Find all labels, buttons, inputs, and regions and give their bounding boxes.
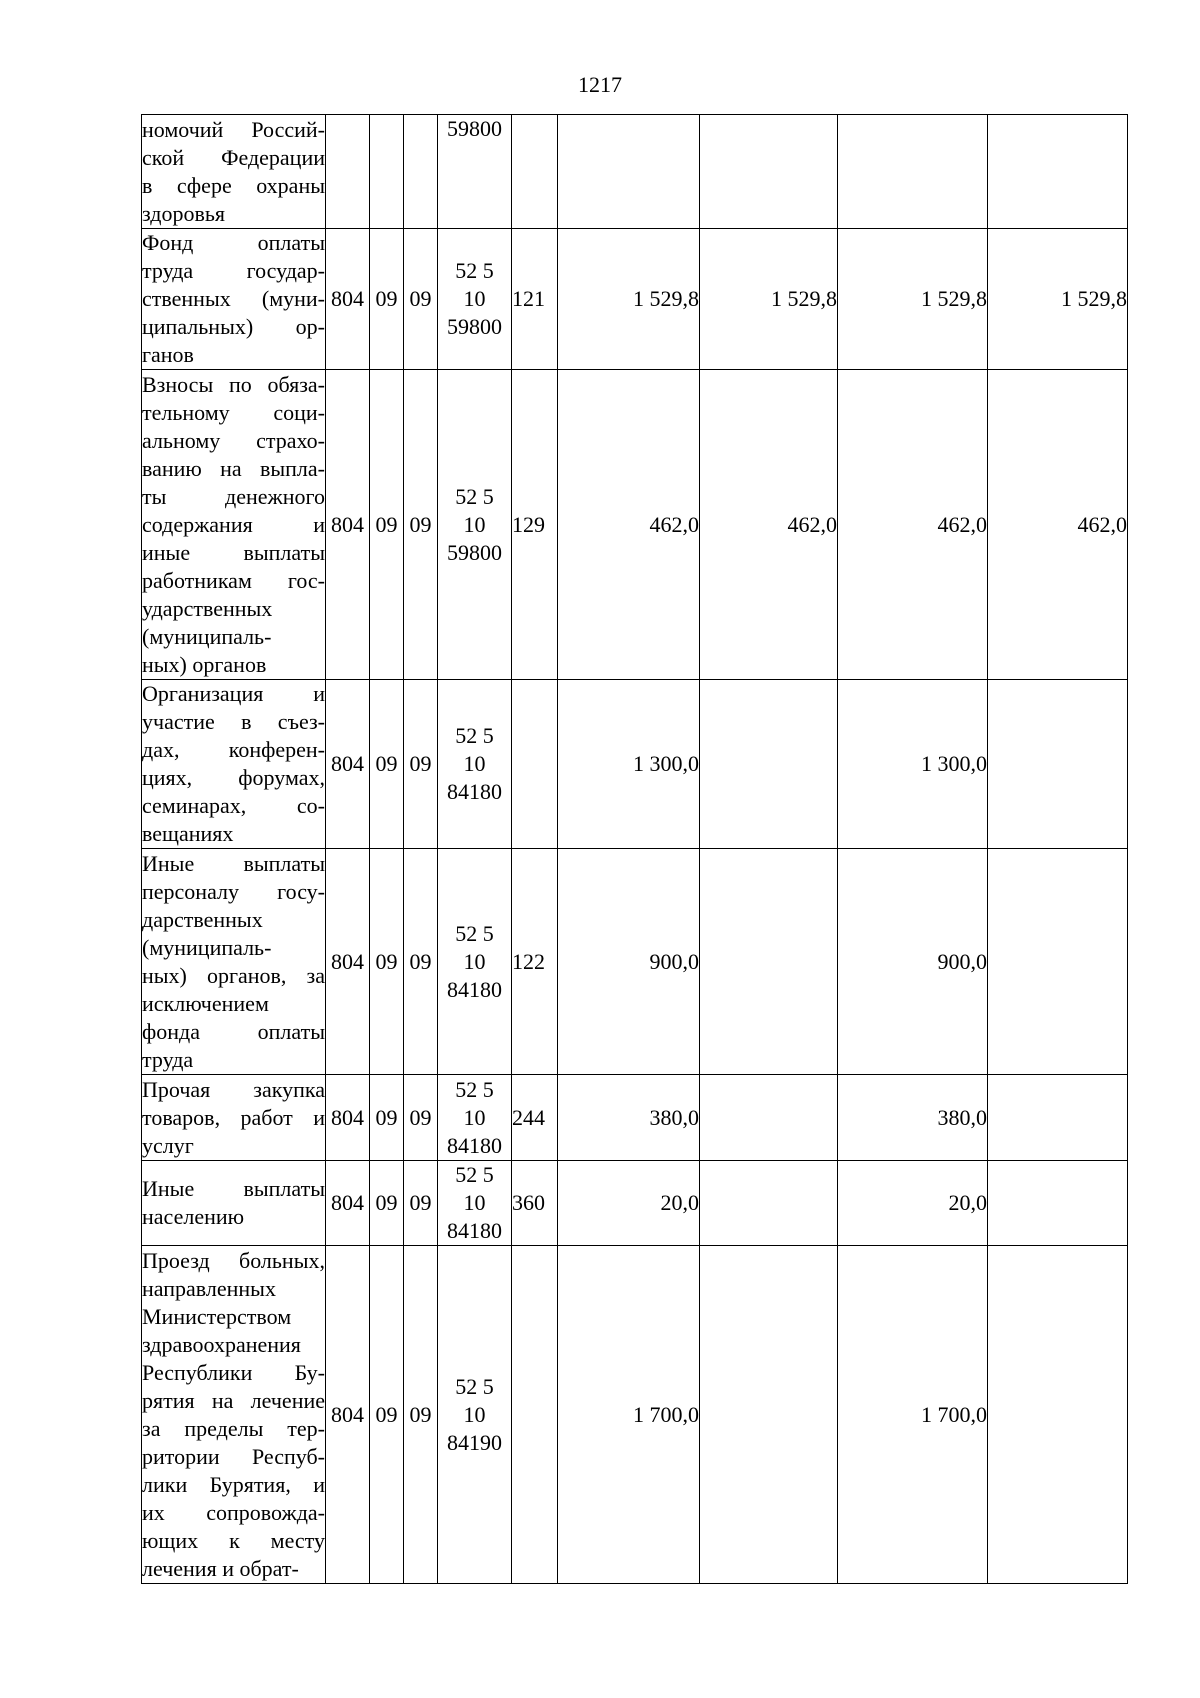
- amount-cell-2: 1 529,8: [700, 229, 838, 370]
- target-article-part: 59800: [447, 116, 502, 141]
- description-line: рятия на лечение: [142, 1387, 325, 1413]
- description-line: ганов: [142, 342, 194, 367]
- row-description: [142, 680, 326, 849]
- expense-type-cell: 122: [512, 849, 558, 1075]
- subsection-code-cell: 09: [404, 370, 438, 680]
- description-line: труда государ-: [142, 258, 325, 283]
- target-article-part: 10: [463, 286, 486, 311]
- description-line: направленных: [142, 1275, 276, 1301]
- amount-cell-2: [700, 1161, 838, 1246]
- description-line: дах, конферен-: [142, 737, 325, 762]
- table-row: [142, 1075, 1128, 1161]
- description-line: здоровья: [142, 200, 226, 226]
- description-line: иные выплаты: [142, 539, 325, 565]
- target-article-part: 52 5: [455, 723, 494, 748]
- target-article-cell: [438, 1075, 512, 1161]
- target-article-part: 10: [463, 511, 486, 537]
- ved-code-cell: 804: [326, 229, 370, 370]
- target-article-part: 10: [463, 751, 486, 776]
- ved-code-cell: 804: [326, 1246, 370, 1584]
- subsection-code-cell: 09: [404, 1161, 438, 1246]
- amount-cell-4: [988, 115, 1128, 229]
- description-line: ской Федерации: [142, 144, 325, 170]
- description-line: исключением: [142, 990, 269, 1016]
- amount-cell-4: [988, 849, 1128, 1075]
- description-line: услуг: [142, 1132, 194, 1158]
- description-line: ющих к месту: [142, 1527, 325, 1553]
- target-article-cell: [438, 370, 512, 680]
- description-line: содержания и: [142, 511, 325, 537]
- ved-code-cell: 804: [326, 1161, 370, 1246]
- target-article-part: 52 5: [455, 1162, 494, 1187]
- description-line: номочий Россий-: [142, 116, 325, 142]
- target-article-part: 84190: [447, 1429, 502, 1455]
- description-line: Республики Бу-: [142, 1359, 325, 1385]
- description-line: фонда оплаты: [142, 1018, 325, 1044]
- target-article-cell: [438, 849, 512, 1075]
- section-code-cell: 09: [370, 680, 404, 849]
- table-row: [142, 1161, 1128, 1246]
- amount-cell-4: [988, 1246, 1128, 1584]
- amount-cell-3: 900,0: [838, 849, 988, 1075]
- target-article-part: 10: [463, 1190, 486, 1215]
- ved-code-cell: 804: [326, 1075, 370, 1161]
- subsection-code-cell: 09: [404, 229, 438, 370]
- description-line: (муниципаль-: [142, 623, 272, 649]
- description-line: альному страхо-: [142, 427, 325, 453]
- description-line: Фонд оплаты: [142, 230, 325, 255]
- target-article-part: 84180: [447, 976, 502, 1002]
- amount-cell-4: 462,0: [988, 370, 1128, 680]
- expense-type-cell: 360: [512, 1161, 558, 1246]
- description-line: дарственных: [142, 906, 263, 932]
- amount-cell-3: 1 300,0: [838, 680, 988, 849]
- amount-cell-1: 462,0: [558, 370, 700, 680]
- target-article-part: 52 5: [455, 1373, 494, 1399]
- amount-cell-2: 462,0: [700, 370, 838, 680]
- row-description: [142, 229, 326, 370]
- expense-type-cell: 244: [512, 1075, 558, 1161]
- description-line: их сопровожда-: [142, 1499, 325, 1525]
- description-line: участие в съез-: [142, 709, 325, 734]
- amount-cell-3: 462,0: [838, 370, 988, 680]
- row-description: [142, 115, 326, 229]
- description-line: ципальных) ор-: [142, 314, 325, 339]
- table-row: [142, 115, 1128, 229]
- target-article-part: 52 5: [455, 258, 494, 283]
- amount-cell-1: 1 700,0: [558, 1246, 700, 1584]
- target-article-cell: [438, 115, 512, 229]
- description-line: ты денежного: [142, 483, 325, 509]
- expense-type-cell: [512, 115, 558, 229]
- description-line: ственных (муни-: [142, 286, 325, 311]
- row-description: [142, 370, 326, 680]
- subsection-code-cell: 09: [404, 849, 438, 1075]
- description-line: ударственных: [142, 595, 273, 621]
- section-code-cell: 09: [370, 229, 404, 370]
- amount-cell-2: [700, 680, 838, 849]
- expense-type-cell: [512, 680, 558, 849]
- description-line: Взносы по обяза-: [142, 371, 325, 397]
- section-code-cell: 09: [370, 1075, 404, 1161]
- target-article-part: 84180: [447, 1132, 502, 1158]
- target-article-part: 10: [463, 1104, 486, 1130]
- amount-cell-4: [988, 1075, 1128, 1161]
- description-line: ритории Респуб-: [142, 1443, 325, 1469]
- row-description: [142, 849, 326, 1075]
- target-article-part: 84180: [447, 1218, 502, 1243]
- description-line: Иные выплаты: [142, 850, 325, 876]
- target-article-cell: [438, 229, 512, 370]
- description-line: населению: [142, 1204, 245, 1229]
- section-code-cell: 09: [370, 849, 404, 1075]
- target-article-cell: [438, 680, 512, 849]
- description-line: (муниципаль-: [142, 934, 272, 960]
- description-line: вещаниях: [142, 821, 234, 846]
- description-line: за пределы тер-: [142, 1415, 325, 1441]
- amount-cell-1: [558, 115, 700, 229]
- target-article-part: 52 5: [455, 1076, 494, 1102]
- amount-cell-3: [838, 115, 988, 229]
- description-line: в сфере охраны: [142, 172, 325, 198]
- table-body: [142, 115, 1128, 1584]
- expense-type-cell: 121: [512, 229, 558, 370]
- description-line: тельному соци-: [142, 399, 325, 425]
- target-article-part: 84180: [447, 779, 502, 804]
- amount-cell-1: 1 529,8: [558, 229, 700, 370]
- row-description: [142, 1246, 326, 1584]
- table-row: [142, 370, 1128, 680]
- amount-cell-2: [700, 1246, 838, 1584]
- expense-type-cell: 129: [512, 370, 558, 680]
- target-article-cell: [438, 1161, 512, 1246]
- section-code-cell: [370, 115, 404, 229]
- amount-cell-3: 20,0: [838, 1161, 988, 1246]
- ved-code-cell: 804: [326, 680, 370, 849]
- table-row: [142, 680, 1128, 849]
- row-description: [142, 1161, 326, 1246]
- target-article-part: 52 5: [455, 920, 494, 946]
- subsection-code-cell: 09: [404, 1075, 438, 1161]
- amount-cell-2: [700, 1075, 838, 1161]
- target-article-part: 10: [463, 1401, 486, 1427]
- description-line: здравоохранения: [142, 1331, 301, 1357]
- description-line: персоналу госу-: [142, 878, 325, 904]
- description-line: лечения и обрат-: [142, 1555, 299, 1581]
- ved-code-cell: 804: [326, 849, 370, 1075]
- target-article-cell: [438, 1246, 512, 1584]
- description-line: ванию на выпла-: [142, 455, 325, 481]
- target-article-part: 59800: [447, 314, 502, 339]
- description-line: ных) органов, за: [142, 962, 325, 988]
- amount-cell-1: 1 300,0: [558, 680, 700, 849]
- amount-cell-4: [988, 1161, 1128, 1246]
- target-article-part: 59800: [447, 539, 502, 565]
- description-line: лики Бурятия, и: [142, 1471, 325, 1497]
- description-line: Прочая закупка: [142, 1076, 325, 1102]
- expense-type-cell: [512, 1246, 558, 1584]
- ved-code-cell: 804: [326, 370, 370, 680]
- amount-cell-2: [700, 115, 838, 229]
- amount-cell-4: [988, 680, 1128, 849]
- description-line: товаров, работ и: [142, 1104, 325, 1130]
- amount-cell-1: 900,0: [558, 849, 700, 1075]
- description-line: циях, форумах,: [142, 765, 325, 790]
- section-code-cell: 09: [370, 1161, 404, 1246]
- table-row: [142, 1246, 1128, 1584]
- subsection-code-cell: 09: [404, 680, 438, 849]
- description-line: Иные выплаты: [142, 1176, 325, 1201]
- description-line: Проезд больных,: [142, 1247, 325, 1273]
- subsection-code-cell: 09: [404, 1246, 438, 1584]
- amount-cell-3: 1 529,8: [838, 229, 988, 370]
- section-code-cell: 09: [370, 370, 404, 680]
- subsection-code-cell: [404, 115, 438, 229]
- table-row: [142, 229, 1128, 370]
- section-code-cell: 09: [370, 1246, 404, 1584]
- ved-code-cell: [326, 115, 370, 229]
- amount-cell-2: [700, 849, 838, 1075]
- description-line: Министерством: [142, 1303, 292, 1329]
- amount-cell-3: 380,0: [838, 1075, 988, 1161]
- description-line: семинарах, со-: [142, 793, 325, 818]
- amount-cell-1: 20,0: [558, 1161, 700, 1246]
- budget-table: [141, 114, 1128, 1584]
- description-line: труда: [142, 1046, 194, 1072]
- description-line: ных) органов: [142, 651, 267, 677]
- row-description: [142, 1075, 326, 1161]
- amount-cell-1: 380,0: [558, 1075, 700, 1161]
- target-article-part: 52 5: [455, 483, 494, 509]
- amount-cell-4: 1 529,8: [988, 229, 1128, 370]
- page-number: 1217: [578, 72, 622, 97]
- description-line: Организация и: [142, 681, 325, 706]
- description-line: работникам гос-: [142, 567, 325, 593]
- table-row: [142, 849, 1128, 1075]
- target-article-part: 10: [463, 948, 486, 974]
- amount-cell-3: 1 700,0: [838, 1246, 988, 1584]
